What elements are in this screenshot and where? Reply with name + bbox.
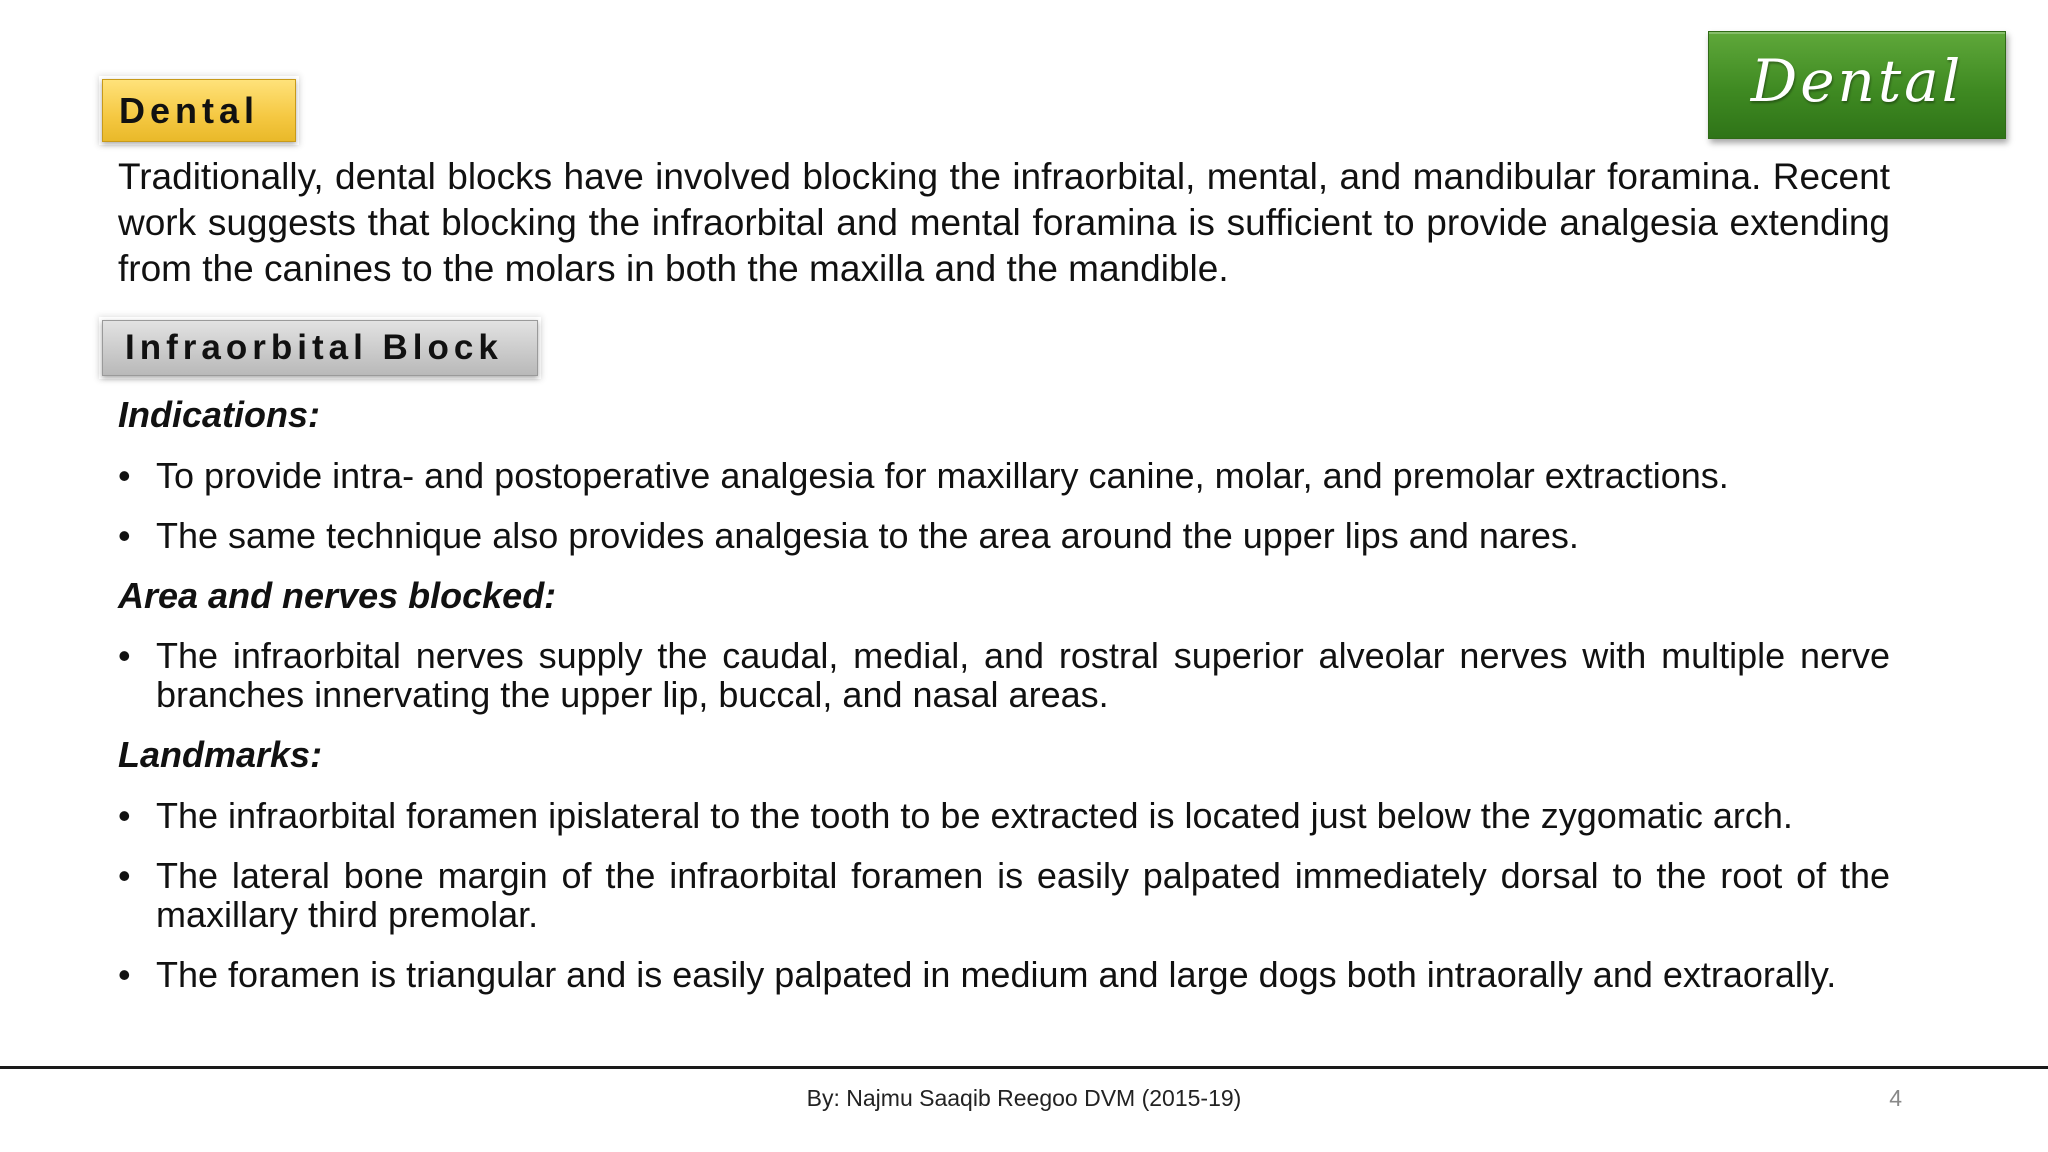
list-item (118, 796, 1890, 835)
bullet-icon: • (118, 855, 131, 896)
bullet-icon: • (118, 795, 131, 836)
list-item-text: The infraorbital nerves supply the caudal, medial, and rostral superior alveolar nerves with multiple nerve branches innervating the upper lip, buccal, and nasal areas. (156, 635, 1890, 715)
subsection-label-text: Infraorbital Block (125, 328, 503, 367)
list-item (118, 516, 1890, 555)
subsection-label-infraorbital (102, 320, 538, 376)
section-label-text: Dental (119, 89, 260, 131)
list-item (118, 856, 1890, 934)
bullet-icon: • (118, 635, 131, 676)
section-label-dental (102, 79, 296, 142)
list-item-text: The same technique also provides analgesia to the area around the upper lips and nares. (156, 515, 1579, 556)
area-heading: Area and nerves blocked: (118, 575, 557, 616)
indications-heading: Indications: (118, 394, 321, 435)
corner-title-text: Dental (1750, 47, 1964, 115)
list-item-text: The foramen is triangular and is easily palpated in medium and large dogs both intraorally and extraorally. (156, 954, 1837, 995)
list-item-text: The lateral bone margin of the infraorbital foramen is easily palpated immediately dorsal to the root of the maxillary third premolar. (156, 855, 1890, 935)
bullet-icon: • (118, 954, 131, 995)
intro-paragraph: Traditionally, dental blocks have involved blocking the infraorbital, mental, and mandibular foramina. Recent work suggests that blocking the infraorbital and mental foramina is sufficient to provide analgesia extending from the canines to the molars in both the maxilla and the mandible. (118, 156, 1890, 289)
page-number: 4 (1889, 1085, 1902, 1111)
corner-title-badge (1708, 31, 2006, 139)
list-item (118, 456, 1890, 495)
footer-divider (0, 1066, 2048, 1069)
list-item (118, 636, 1890, 714)
list-item (118, 955, 1890, 994)
landmarks-heading: Landmarks: (118, 734, 323, 775)
bullet-icon: • (118, 515, 131, 556)
footer-author: By: Najmu Saaqib Reegoo DVM (2015-19) (806, 1085, 1242, 1111)
list-item-text: To provide intra- and postoperative analgesia for maxillary canine, molar, and premolar extractions. (156, 455, 1729, 496)
list-item-text: The infraorbital foramen ipislateral to the tooth to be extracted is located just below the zygomatic arch. (156, 795, 1793, 836)
bullet-icon: • (118, 455, 131, 496)
